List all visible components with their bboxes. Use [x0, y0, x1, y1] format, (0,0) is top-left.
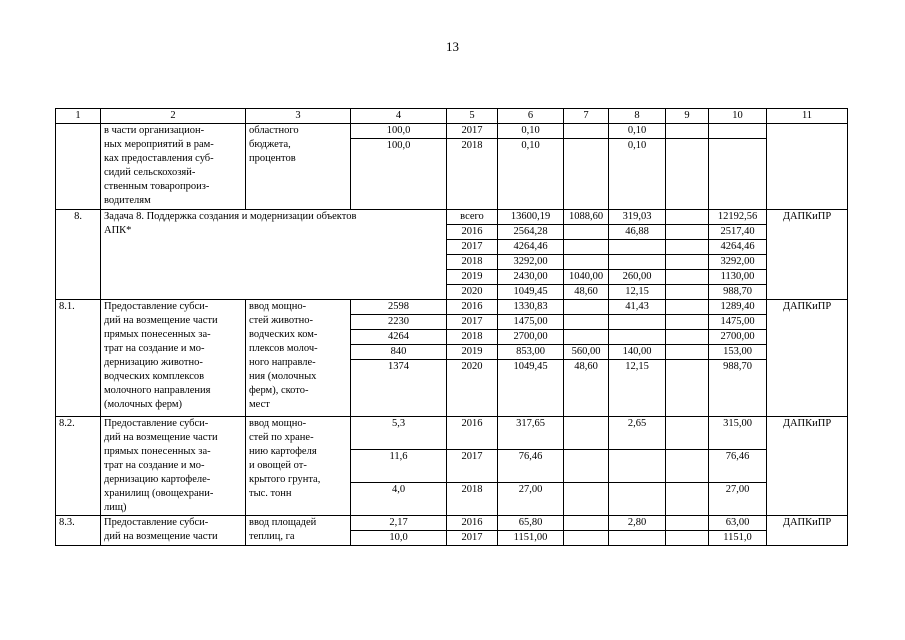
local-cell — [666, 124, 709, 139]
federal-cell: 1088,60 — [564, 210, 609, 225]
description-line: дий на возмещение части — [104, 315, 218, 326]
local-cell — [666, 300, 709, 315]
header-cell: 7 — [564, 109, 609, 124]
description-cell — [101, 124, 246, 210]
total-cell: 27,00 — [498, 483, 564, 516]
regional-cell: 2,80 — [609, 516, 666, 531]
total-cell: 317,65 — [498, 417, 564, 450]
description-line: ных мероприятий в рам- — [104, 139, 214, 150]
indicator-line: ввод мощно- — [249, 301, 307, 312]
total-cell: 2430,00 — [498, 270, 564, 285]
description-line: дий на возмещение части — [104, 531, 218, 542]
local-cell — [666, 285, 709, 300]
target-value-cell: 4,0 — [351, 483, 447, 516]
extra-budget-cell: 988,70 — [709, 285, 767, 300]
federal-cell — [564, 300, 609, 315]
year-cell: 2017 — [447, 531, 498, 546]
year-cell: 2016 — [447, 516, 498, 531]
extra-budget-cell: 4264,46 — [709, 240, 767, 255]
header-cell: 9 — [666, 109, 709, 124]
task-title-line: АПК* — [104, 225, 132, 236]
regional-cell — [609, 240, 666, 255]
federal-cell — [564, 124, 609, 139]
year-cell: 2016 — [447, 417, 498, 450]
indicator-line: ввод мощно- — [249, 418, 307, 429]
federal-cell — [564, 315, 609, 330]
indicator-line: ввод площадей — [249, 517, 317, 528]
executor-cell: ДАПКиПР — [767, 516, 848, 546]
extra-budget-cell: 2700,00 — [709, 330, 767, 345]
federal-cell — [564, 516, 609, 531]
regional-cell: 0,10 — [609, 124, 666, 139]
year-cell: 2020 — [447, 360, 498, 417]
description-line: в части организацион- — [104, 125, 205, 136]
program-table — [55, 108, 848, 546]
header-cell: 10 — [709, 109, 767, 124]
header-cell: 8 — [609, 109, 666, 124]
description-line: дий на возмещение части — [104, 432, 218, 443]
target-value-cell: 840 — [351, 345, 447, 360]
indicator-cell — [246, 516, 351, 546]
federal-cell: 48,60 — [564, 360, 609, 417]
task-title-line: Задача 8. Поддержка создания и модернизации объектов — [104, 211, 357, 222]
federal-cell — [564, 417, 609, 450]
description-line: (молочных ферм) — [104, 399, 182, 410]
header-row — [56, 109, 848, 124]
regional-cell: 319,03 — [609, 210, 666, 225]
number-cell: 8. — [56, 210, 101, 300]
header-cell: 2 — [101, 109, 246, 124]
description-line: трат на создание и мо- — [104, 343, 205, 354]
local-cell — [666, 270, 709, 285]
local-cell — [666, 516, 709, 531]
target-value-cell: 2,17 — [351, 516, 447, 531]
number-cell: 8.2. — [56, 417, 101, 516]
federal-cell — [564, 531, 609, 546]
extra-budget-cell: 12192,56 — [709, 210, 767, 225]
federal-cell — [564, 225, 609, 240]
total-cell: 76,46 — [498, 450, 564, 483]
extra-budget-cell: 3292,00 — [709, 255, 767, 270]
target-value-cell: 5,3 — [351, 417, 447, 450]
table-row — [56, 417, 848, 450]
year-cell: 2016 — [447, 300, 498, 315]
year-cell: 2017 — [447, 240, 498, 255]
extra-budget-cell: 153,00 — [709, 345, 767, 360]
extra-budget-cell: 1130,00 — [709, 270, 767, 285]
indicator-line: стей животно- — [249, 315, 313, 326]
local-cell — [666, 360, 709, 417]
executor-cell: ДАПКиПР — [767, 210, 848, 300]
number-cell: 8.1. — [56, 300, 101, 417]
year-cell: 2018 — [447, 139, 498, 210]
extra-budget-cell: 1289,40 — [709, 300, 767, 315]
extra-budget-cell: 315,00 — [709, 417, 767, 450]
year-cell: 2017 — [447, 450, 498, 483]
regional-cell — [609, 315, 666, 330]
local-cell — [666, 139, 709, 210]
indicator-line: стей по хране- — [249, 432, 314, 443]
extra-budget-cell — [709, 139, 767, 210]
federal-cell — [564, 240, 609, 255]
local-cell — [666, 450, 709, 483]
extra-budget-cell — [709, 124, 767, 139]
total-cell: 1151,00 — [498, 531, 564, 546]
local-cell — [666, 531, 709, 546]
target-value-cell: 100,0 — [351, 139, 447, 210]
federal-cell — [564, 483, 609, 516]
year-cell: 2018 — [447, 483, 498, 516]
description-line: сидий сельскохозяй- — [104, 167, 196, 178]
indicator-cell — [246, 300, 351, 417]
target-value-cell: 1374 — [351, 360, 447, 417]
description-line: водителям — [104, 195, 151, 206]
description-line: ственным товаропроиз- — [104, 181, 210, 192]
target-value-cell: 10,0 — [351, 531, 447, 546]
indicator-cell — [246, 124, 351, 210]
extra-budget-cell: 1151,0 — [709, 531, 767, 546]
federal-cell — [564, 255, 609, 270]
year-cell: 2017 — [447, 124, 498, 139]
local-cell — [666, 330, 709, 345]
local-cell — [666, 240, 709, 255]
description-line: водческих комплексов — [104, 371, 205, 382]
regional-cell: 12,15 — [609, 360, 666, 417]
target-value-cell: 100,0 — [351, 124, 447, 139]
description-line: прямых понесенных за- — [104, 446, 211, 457]
header-cell: 11 — [767, 109, 848, 124]
target-value-cell: 2598 — [351, 300, 447, 315]
task-title-cell — [101, 210, 447, 300]
local-cell — [666, 315, 709, 330]
regional-cell: 2,65 — [609, 417, 666, 450]
executor-cell — [767, 124, 848, 210]
local-cell — [666, 225, 709, 240]
target-value-cell: 11,6 — [351, 450, 447, 483]
indicator-line: мест — [249, 399, 270, 410]
description-line: прямых понесенных за- — [104, 329, 211, 340]
table-row — [56, 210, 848, 225]
indicator-line: ферм), ското- — [249, 385, 309, 396]
indicator-line: теплиц, га — [249, 531, 295, 542]
extra-budget-cell: 2517,40 — [709, 225, 767, 240]
table-body — [56, 109, 848, 546]
total-cell: 1475,00 — [498, 315, 564, 330]
regional-cell: 0,10 — [609, 139, 666, 210]
executor-cell: ДАПКиПР — [767, 300, 848, 417]
federal-cell: 48,60 — [564, 285, 609, 300]
indicator-line: ного направле- — [249, 357, 316, 368]
regional-cell: 12,15 — [609, 285, 666, 300]
year-cell: 2018 — [447, 330, 498, 345]
indicator-line: областного — [249, 125, 299, 136]
indicator-line: процентов — [249, 153, 296, 164]
header-cell: 3 — [246, 109, 351, 124]
year-cell: всего — [447, 210, 498, 225]
local-cell — [666, 345, 709, 360]
total-cell: 0,10 — [498, 139, 564, 210]
federal-cell: 560,00 — [564, 345, 609, 360]
number-cell: 8.3. — [56, 516, 101, 546]
extra-budget-cell: 988,70 — [709, 360, 767, 417]
regional-cell — [609, 255, 666, 270]
total-cell: 3292,00 — [498, 255, 564, 270]
total-cell: 65,80 — [498, 516, 564, 531]
indicator-cell — [246, 417, 351, 516]
local-cell — [666, 483, 709, 516]
total-cell: 13600,19 — [498, 210, 564, 225]
description-line: Предоставление субси- — [104, 301, 209, 312]
total-cell: 2564,28 — [498, 225, 564, 240]
indicator-line: водческих ком- — [249, 329, 318, 340]
year-cell: 2018 — [447, 255, 498, 270]
total-cell: 4264,46 — [498, 240, 564, 255]
description-line: хранилищ (овощехрани- — [104, 488, 214, 499]
extra-budget-cell: 1475,00 — [709, 315, 767, 330]
year-cell: 2019 — [447, 345, 498, 360]
target-value-cell: 2230 — [351, 315, 447, 330]
regional-cell: 260,00 — [609, 270, 666, 285]
description-line: дернизацию картофеле- — [104, 474, 211, 485]
extra-budget-cell: 27,00 — [709, 483, 767, 516]
description-line: Предоставление субси- — [104, 517, 209, 528]
description-cell — [101, 300, 246, 417]
regional-cell: 140,00 — [609, 345, 666, 360]
total-cell: 853,00 — [498, 345, 564, 360]
description-line: трат на создание и мо- — [104, 460, 205, 471]
regional-cell — [609, 531, 666, 546]
local-cell — [666, 255, 709, 270]
page-number: 13 — [446, 39, 459, 54]
total-cell: 1049,45 — [498, 285, 564, 300]
description-cell — [101, 417, 246, 516]
federal-cell — [564, 330, 609, 345]
header-cell: 5 — [447, 109, 498, 124]
total-cell: 1330,83 — [498, 300, 564, 315]
regional-cell — [609, 483, 666, 516]
indicator-line: и овощей от- — [249, 460, 307, 471]
regional-cell: 41,43 — [609, 300, 666, 315]
description-line: лищ) — [104, 502, 127, 513]
regional-cell: 46,88 — [609, 225, 666, 240]
local-cell — [666, 417, 709, 450]
indicator-line: нию картофеля — [249, 446, 317, 457]
description-line: ках предоставления суб- — [104, 153, 214, 164]
table-row — [56, 516, 848, 531]
total-cell: 2700,00 — [498, 330, 564, 345]
description-line: Предоставление субси- — [104, 418, 209, 429]
indicator-line: ния (молочных — [249, 371, 317, 382]
regional-cell — [609, 330, 666, 345]
year-cell: 2017 — [447, 315, 498, 330]
year-cell: 2020 — [447, 285, 498, 300]
table-row — [56, 300, 848, 315]
executor-cell: ДАПКиПР — [767, 417, 848, 516]
description-cell — [101, 516, 246, 546]
indicator-line: плексов молоч- — [249, 343, 318, 354]
regional-cell — [609, 450, 666, 483]
number-cell — [56, 124, 101, 210]
extra-budget-cell: 76,46 — [709, 450, 767, 483]
indicator-line: тыс. тонн — [249, 488, 292, 499]
local-cell — [666, 210, 709, 225]
indicator-line: бюджета, — [249, 139, 291, 150]
table-row — [56, 124, 848, 139]
federal-cell: 1040,00 — [564, 270, 609, 285]
extra-budget-cell: 63,00 — [709, 516, 767, 531]
year-cell: 2019 — [447, 270, 498, 285]
indicator-line: крытого грунта, — [249, 474, 321, 485]
federal-cell — [564, 450, 609, 483]
header-cell: 1 — [56, 109, 101, 124]
federal-cell — [564, 139, 609, 210]
year-cell: 2016 — [447, 225, 498, 240]
header-cell: 4 — [351, 109, 447, 124]
total-cell: 0,10 — [498, 124, 564, 139]
header-cell: 6 — [498, 109, 564, 124]
description-line: дернизацию животно- — [104, 357, 203, 368]
target-value-cell: 4264 — [351, 330, 447, 345]
description-line: молочного направления — [104, 385, 211, 396]
total-cell: 1049,45 — [498, 360, 564, 417]
